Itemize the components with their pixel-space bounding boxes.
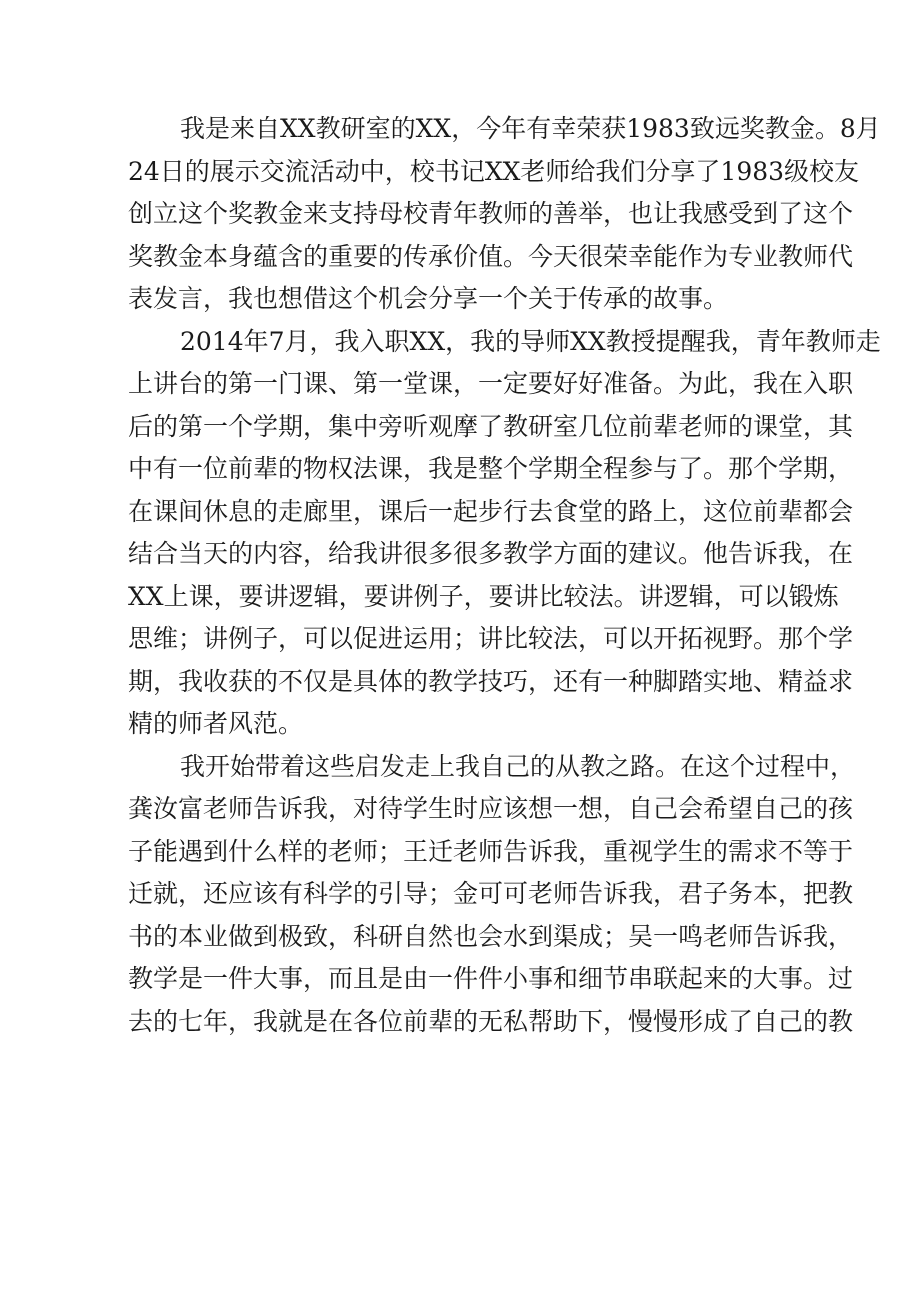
text-line: 去的七年，我就是在各位前辈的无私帮助下，慢慢形成了自己的教 bbox=[128, 1006, 854, 1036]
document-body bbox=[128, 108, 881, 1043]
text-line: 2014年7月，我入职XX，我的导师XX教授提醒我，青年教师走 bbox=[180, 326, 881, 356]
text-line: 24日的展示交流活动中，校书记XX老师给我们分享了1983级校友 bbox=[128, 156, 860, 186]
paragraph-3 bbox=[128, 746, 856, 1044]
text-line: 在课间休息的走廊里，课后一起步行去食堂的路上，这位前辈都会 bbox=[128, 496, 854, 526]
text-line: 书的本业做到极致，科研自然也会水到渠成；吴一鸣老师告诉我， bbox=[128, 921, 854, 951]
text-line: XX上课，要讲逻辑，要讲例子，要讲比较法。讲逻辑，可以锻炼 bbox=[128, 581, 839, 611]
text-line: 期，我收获的不仅是具体的教学技巧，还有一种脚踏实地、精益求 bbox=[128, 666, 854, 696]
text-line: 结合当天的内容，给我讲很多很多教学方面的建议。他告诉我，在 bbox=[128, 539, 854, 568]
paragraph-1 bbox=[128, 108, 881, 321]
text-line: 我是来自XX教研室的XX，今年有幸荣获1983致远奖教金。8月 bbox=[180, 114, 881, 143]
text-line: 奖教金本身蕴含的重要的传承价值。今天很荣幸能作为专业教师代 bbox=[128, 241, 854, 271]
text-line: 我开始带着这些启发走上我自己的从教之路。在这个过程中， bbox=[180, 751, 856, 781]
text-line: 后的第一个学期，集中旁听观摩了教研室几位前辈老师的课堂，其 bbox=[128, 411, 854, 441]
text-line: 龚汝富老师告诉我，对待学生时应该想一想，自己会希望自己的孩 bbox=[128, 794, 854, 823]
text-line: 教学是一件大事，而且是由一件件小事和细节串联起来的大事。过 bbox=[128, 964, 854, 993]
text-line: 表发言，我也想借这个机会分享一个关于传承的故事。 bbox=[128, 284, 729, 313]
text-line: 精的师者风范。 bbox=[128, 709, 304, 738]
text-line: 创立这个奖教金来支持母校青年教师的善举，也让我感受到了这个 bbox=[128, 199, 854, 228]
text-line: 中有一位前辈的物权法课，我是整个学期全程参与了。那个学期， bbox=[128, 454, 854, 483]
text-line: 子能遇到什么样的老师；王迁老师告诉我，重视学生的需求不等于 bbox=[128, 836, 854, 866]
text-line: 迁就，还应该有科学的引导；金可可老师告诉我，君子务本，把教 bbox=[128, 879, 854, 908]
paragraph-2 bbox=[128, 321, 881, 746]
text-line: 上讲台的第一门课、第一堂课，一定要好好准备。为此，我在入职 bbox=[128, 369, 854, 398]
text-line: 思维；讲例子，可以促进运用；讲比较法，可以开拓视野。那个学 bbox=[128, 624, 854, 653]
